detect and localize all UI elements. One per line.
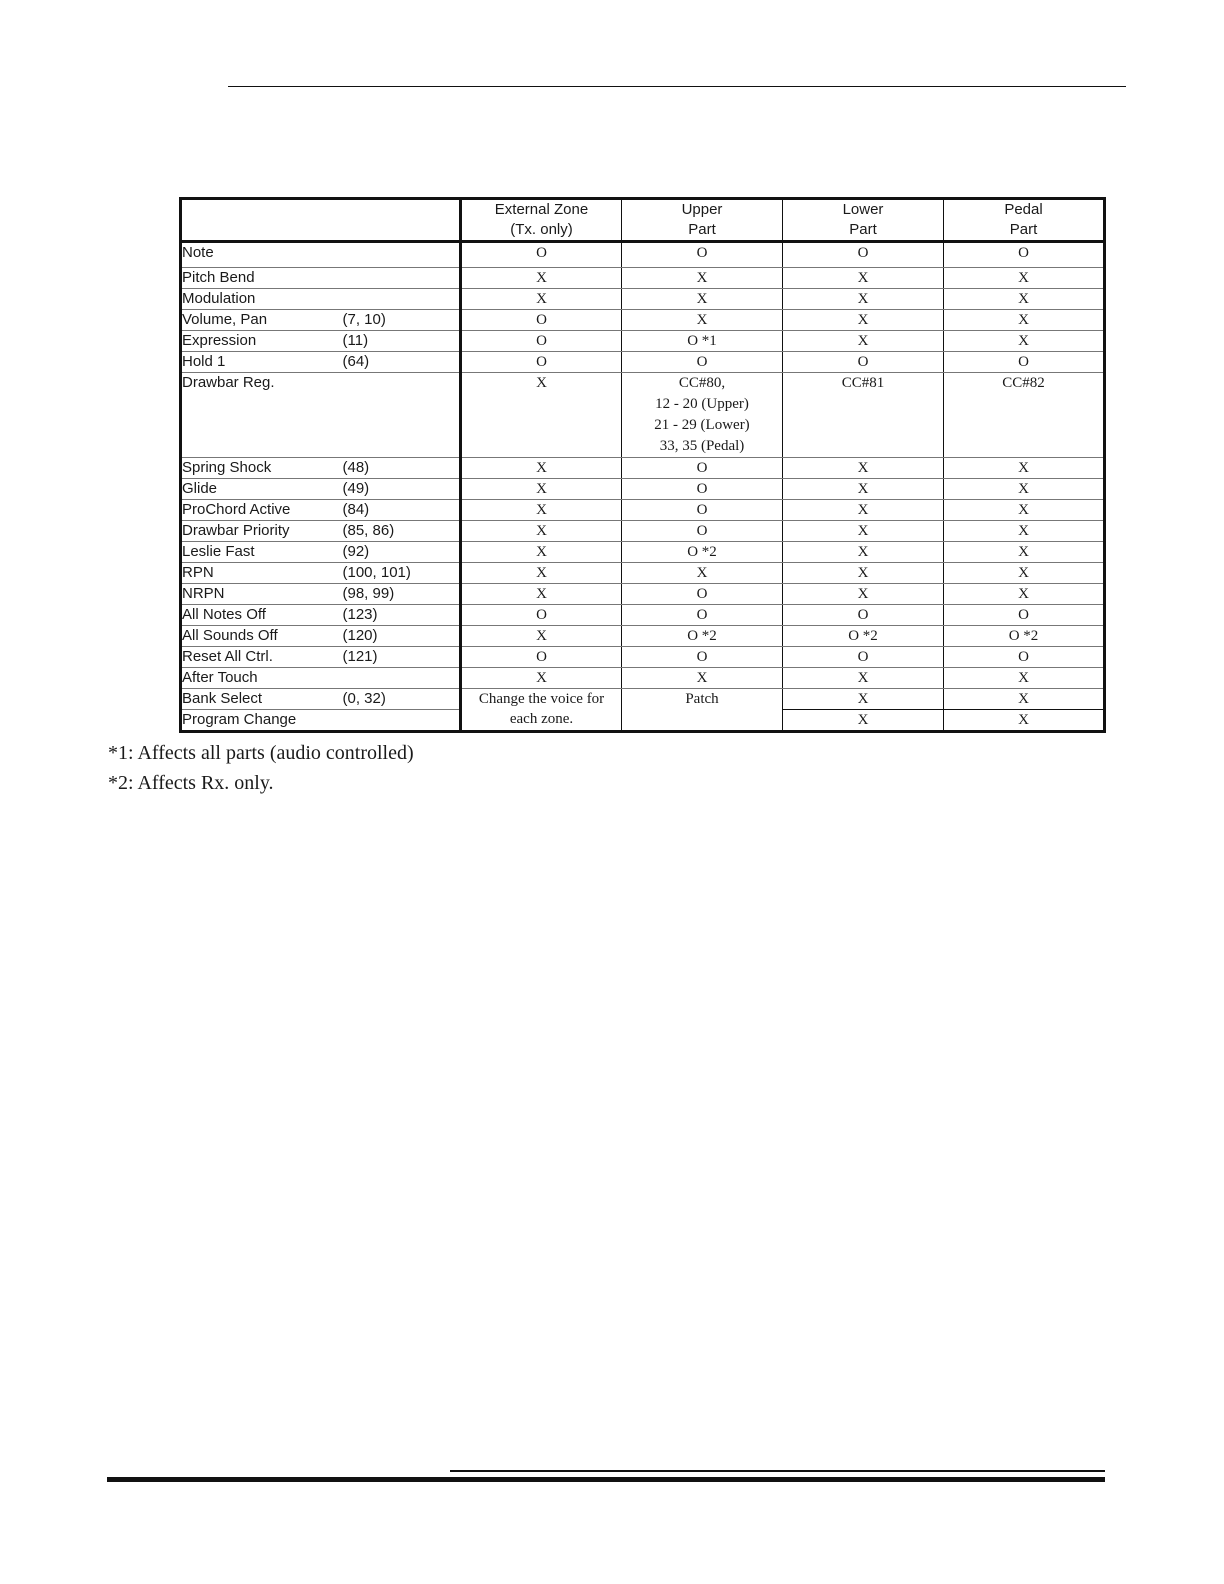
row-name: Volume, Pan (181, 310, 343, 331)
cell-lower: X (783, 268, 944, 289)
cell-pedal: CC#82 (944, 373, 1105, 458)
footnotes (108, 738, 414, 798)
cell-external: X (461, 289, 622, 310)
cell-lower: X (783, 542, 944, 563)
row-cc-number: (92) (343, 542, 461, 563)
cell-external: O (461, 331, 622, 352)
row-name: ProChord Active (181, 500, 343, 521)
row-cc-number: (100, 101) (343, 563, 461, 584)
table-row (181, 689, 1105, 710)
row-cc-number: (48) (343, 458, 461, 479)
row-name: Drawbar Priority (181, 521, 343, 542)
cell-external: X (461, 542, 622, 563)
cell-upper: O (622, 242, 783, 268)
cell-pedal: X (944, 542, 1105, 563)
cell-lower: X (783, 668, 944, 689)
cell-upper: O (622, 479, 783, 500)
cell-external: O (461, 242, 622, 268)
table-row (181, 310, 1105, 331)
row-cc-number: (49) (343, 479, 461, 500)
cell-upper: O (622, 521, 783, 542)
table-row (181, 331, 1105, 352)
header-pedal-part-line2: Part (1009, 221, 1038, 238)
cell-lower: X (783, 584, 944, 605)
row-name: Pitch Bend (181, 268, 343, 289)
cell-upper-line: 33, 35 (Pedal) (659, 438, 745, 454)
row-cc-number: (64) (343, 352, 461, 373)
row-name: Program Change (181, 710, 343, 732)
row-name: After Touch (181, 668, 343, 689)
cell-upper: O (622, 605, 783, 626)
row-cc-number: (123) (343, 605, 461, 626)
cell-lower: X (783, 710, 944, 732)
cell-external: O (461, 352, 622, 373)
cell-pedal: X (944, 710, 1105, 732)
table-row (181, 521, 1105, 542)
cell-pedal: X (944, 268, 1105, 289)
row-cc-number (343, 268, 461, 289)
cell-external: X (461, 373, 622, 458)
cell-external: O (461, 647, 622, 668)
table-row (181, 242, 1105, 268)
header-external-zone (461, 199, 622, 242)
cell-external: X (461, 668, 622, 689)
row-name: Note (181, 242, 343, 268)
table-row (181, 479, 1105, 500)
row-cc-number: (11) (343, 331, 461, 352)
cell-upper-merged: Patch (622, 689, 783, 732)
footnote-2: *2: Affects Rx. only. (108, 772, 274, 794)
cell-lower: X (783, 289, 944, 310)
cell-pedal: X (944, 584, 1105, 605)
cell-external-merged-line: each zone. (509, 711, 574, 727)
cell-lower: X (783, 521, 944, 542)
cell-external: X (461, 458, 622, 479)
cell-upper: O *2 (622, 626, 783, 647)
table-row (181, 626, 1105, 647)
cell-upper: X (622, 563, 783, 584)
cell-upper-line: CC#80, (678, 375, 726, 391)
table-row (181, 289, 1105, 310)
table-row (181, 542, 1105, 563)
row-name: Leslie Fast (181, 542, 343, 563)
table-row (181, 268, 1105, 289)
cell-external-merged-line: Change the voice for (478, 691, 605, 707)
row-cc-number (343, 373, 461, 458)
row-name: Bank Select (182, 690, 263, 707)
cell-lower: O (783, 352, 944, 373)
cell-lower: O (783, 605, 944, 626)
row-cc-number (343, 710, 461, 732)
table-row (181, 563, 1105, 584)
cell-lower: X (783, 331, 944, 352)
cell-lower: O (783, 647, 944, 668)
header-upper-part-line1: Upper (681, 201, 723, 218)
cell-upper: X (622, 289, 783, 310)
cell-pedal: X (944, 479, 1105, 500)
header-pedal-part-line1: Pedal (1004, 201, 1043, 218)
row-name: Expression (181, 331, 343, 352)
table-row (181, 352, 1105, 373)
cell-pedal: X (944, 289, 1105, 310)
cell-lower: X (783, 500, 944, 521)
cell-upper-line: 12 - 20 (Upper) (655, 396, 749, 412)
cell-upper (622, 373, 783, 458)
row-name: All Notes Off (181, 605, 343, 626)
cell-external: X (461, 268, 622, 289)
table-row (181, 668, 1105, 689)
header-lower-part-line1: Lower (842, 201, 884, 218)
cell-upper-line: 21 - 29 (Lower) (654, 417, 750, 433)
row-name: Reset All Ctrl. (181, 647, 343, 668)
cell-external-merged (461, 689, 622, 732)
cell-pedal: X (944, 689, 1105, 710)
footer-rule-thick (107, 1477, 1105, 1482)
table-row (181, 605, 1105, 626)
cell-upper: O *2 (622, 542, 783, 563)
cell-lower: X (783, 310, 944, 331)
cell-external: O (461, 310, 622, 331)
table-row (181, 458, 1105, 479)
cell-external: O (461, 605, 622, 626)
row-name: NRPN (181, 584, 343, 605)
header-rule (228, 86, 1126, 87)
cell-lower: O *2 (783, 626, 944, 647)
cell-upper: O (622, 500, 783, 521)
cell-external: X (461, 479, 622, 500)
cell-pedal: O (944, 605, 1105, 626)
row-name: Drawbar Reg. (181, 373, 343, 458)
header-external-zone-line2: (Tx. only) (510, 221, 573, 238)
cell-lower: CC#81 (783, 373, 944, 458)
cell-pedal: X (944, 310, 1105, 331)
header-upper-part (622, 199, 783, 242)
cell-pedal: O (944, 647, 1105, 668)
cell-upper: O (622, 352, 783, 373)
cell-pedal: X (944, 500, 1105, 521)
row-name: Hold 1 (181, 352, 343, 373)
cell-external: X (461, 626, 622, 647)
cell-pedal: X (944, 668, 1105, 689)
row-name: RPN (181, 563, 343, 584)
row-name: Glide (181, 479, 343, 500)
row-cc-number: (7, 10) (343, 310, 461, 331)
cell-pedal: O (944, 352, 1105, 373)
cell-pedal: O *2 (944, 626, 1105, 647)
row-name: Modulation (181, 289, 343, 310)
row-cc-number: (98, 99) (343, 584, 461, 605)
header-lower-part-line2: Part (849, 221, 877, 238)
table-row (181, 584, 1105, 605)
cell-external: X (461, 563, 622, 584)
midi-implementation-table (179, 197, 1106, 733)
cell-lower: X (783, 479, 944, 500)
footer-rule-thin (450, 1470, 1105, 1472)
row-cc-number: (121) (343, 647, 461, 668)
row-cc-number (343, 668, 461, 689)
cell-lower: X (783, 689, 944, 710)
row-name: Spring Shock (181, 458, 343, 479)
cell-lower: O (783, 242, 944, 268)
header-lower-part (783, 199, 944, 242)
row-cc-number: (84) (343, 500, 461, 521)
cell-pedal: X (944, 458, 1105, 479)
cell-external: X (461, 500, 622, 521)
cell-upper: O (622, 584, 783, 605)
row-cc-number: (120) (343, 626, 461, 647)
cell-lower: X (783, 563, 944, 584)
table-header-row (181, 199, 1105, 242)
cell-upper: O (622, 458, 783, 479)
table-row (181, 373, 1105, 458)
header-pedal-part (944, 199, 1105, 242)
cell-pedal: O (944, 242, 1105, 268)
table-corner-cell (181, 199, 461, 242)
table-row (181, 500, 1105, 521)
cell-external: X (461, 521, 622, 542)
row-cc-number: (85, 86) (343, 521, 461, 542)
cell-upper: O (622, 647, 783, 668)
header-upper-part-line2: Part (688, 221, 716, 238)
row-cc-number (343, 242, 461, 268)
cell-pedal: X (944, 331, 1105, 352)
cell-upper: O *1 (622, 331, 783, 352)
header-external-zone-line1: External Zone (494, 201, 589, 218)
footnote-1: *1: Affects all parts (audio controlled) (108, 742, 414, 764)
cell-external: X (461, 584, 622, 605)
cell-upper: X (622, 268, 783, 289)
row-name: All Sounds Off (181, 626, 343, 647)
row-cc-number: (0, 32) (342, 690, 386, 707)
cell-pedal: X (944, 521, 1105, 542)
cell-upper: X (622, 668, 783, 689)
cell-pedal: X (944, 563, 1105, 584)
table-row (181, 647, 1105, 668)
row-cc-number (343, 289, 461, 310)
cell-lower: X (783, 458, 944, 479)
cell-upper: X (622, 310, 783, 331)
